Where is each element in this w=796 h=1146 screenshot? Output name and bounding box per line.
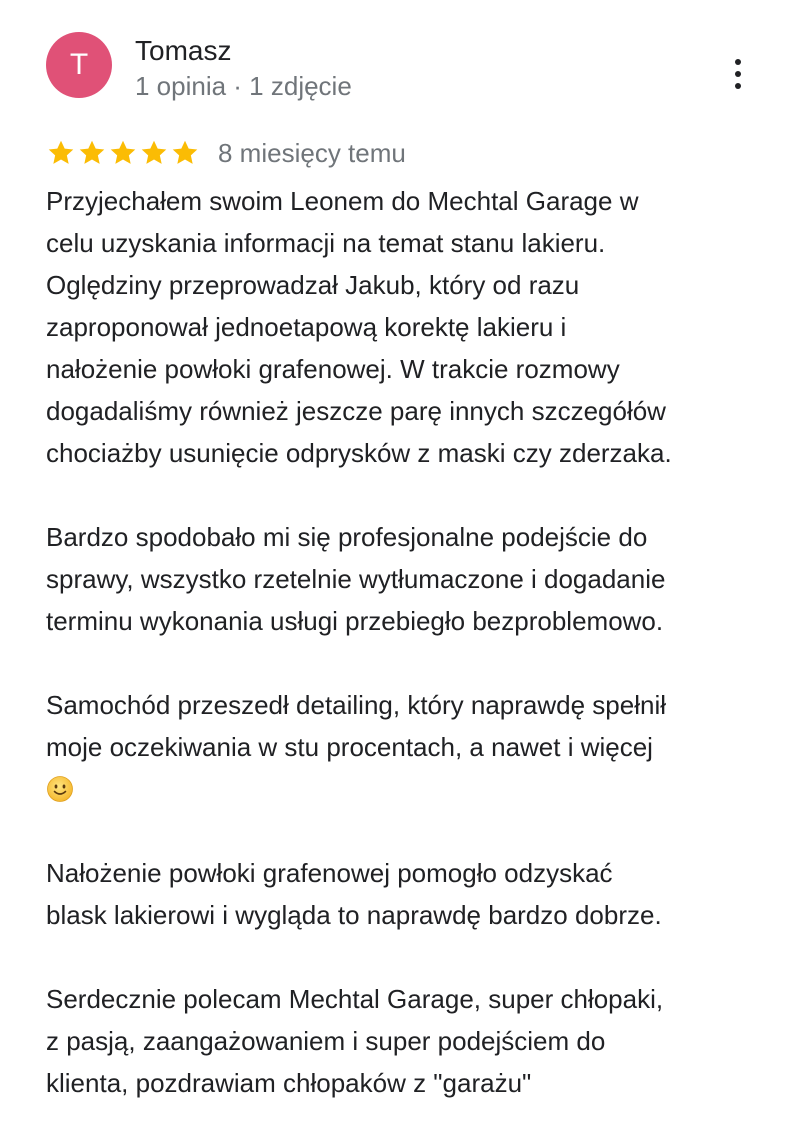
review-time: 8 miesięcy temu [218,138,406,168]
text-line: blask lakierowi i wygląda to naprawdę bardzo dobrze. [46,900,662,930]
text-line: Samochód przeszedł detailing, który naprawdę spełnił [46,690,667,720]
review-paragraph [46,516,766,642]
review-paragraph [46,180,766,474]
text-line: terminu wykonania usługi przebiegło bezproblemowo. [46,606,664,636]
star-icon [170,138,200,168]
more-options-button[interactable] [720,52,756,96]
review-paragraph [46,852,766,936]
text-line: klienta, pozdrawiam chłopaków z "garażu" [46,1068,532,1098]
star-icon [139,138,169,168]
text-line: Serdecznie polecam Mechtal Garage, super chłopaki, [46,984,664,1014]
text-line: chociażby usunięcie odprysków z maski czy zderzaka. [46,438,672,468]
text-line: celu uzyskania informacji na temat stanu lakieru. [46,228,606,258]
review-header [46,32,766,110]
slightly-smiling-face-icon [46,775,74,803]
text-line: Przyjechałem swoim Leonem do Mechtal Garage w [46,186,639,216]
star-rating [46,138,200,168]
author-meta: 1 opinia · 1 zdjęcie [135,71,352,101]
rating-row [46,134,746,172]
star-icon [108,138,138,168]
author-name[interactable]: Tomasz [135,35,232,66]
text-line: Oględziny przeprowadzał Jakub, który od razu [46,270,580,300]
star-icon [46,138,76,168]
review-paragraph [46,978,766,1104]
text-line: zaproponował jednoetapową korektę lakieru i [46,312,567,342]
review-text [46,180,766,1146]
text-line: moje oczekiwania w stu procentach, a nawet i więcej [46,732,653,762]
text-line: nałożenie powłoki grafenowej. W trakcie rozmowy [46,354,620,384]
text-line: z pasją, zaangażowaniem i super podejściem do [46,1026,606,1056]
star-icon [77,138,107,168]
avatar[interactable]: T [46,32,112,98]
text-line: sprawy, wszystko rzetelnie wytłumaczone i dogadanie [46,564,666,594]
text-line: Nałożenie powłoki grafenowej pomogło odzyskać [46,858,613,888]
review-paragraph [46,684,766,810]
emoji-line [46,768,766,810]
text-line: Bardzo spodobało mi się profesjonalne podejście do [46,522,648,552]
text-line: dogadaliśmy również jeszcze parę innych szczegółów [46,396,666,426]
